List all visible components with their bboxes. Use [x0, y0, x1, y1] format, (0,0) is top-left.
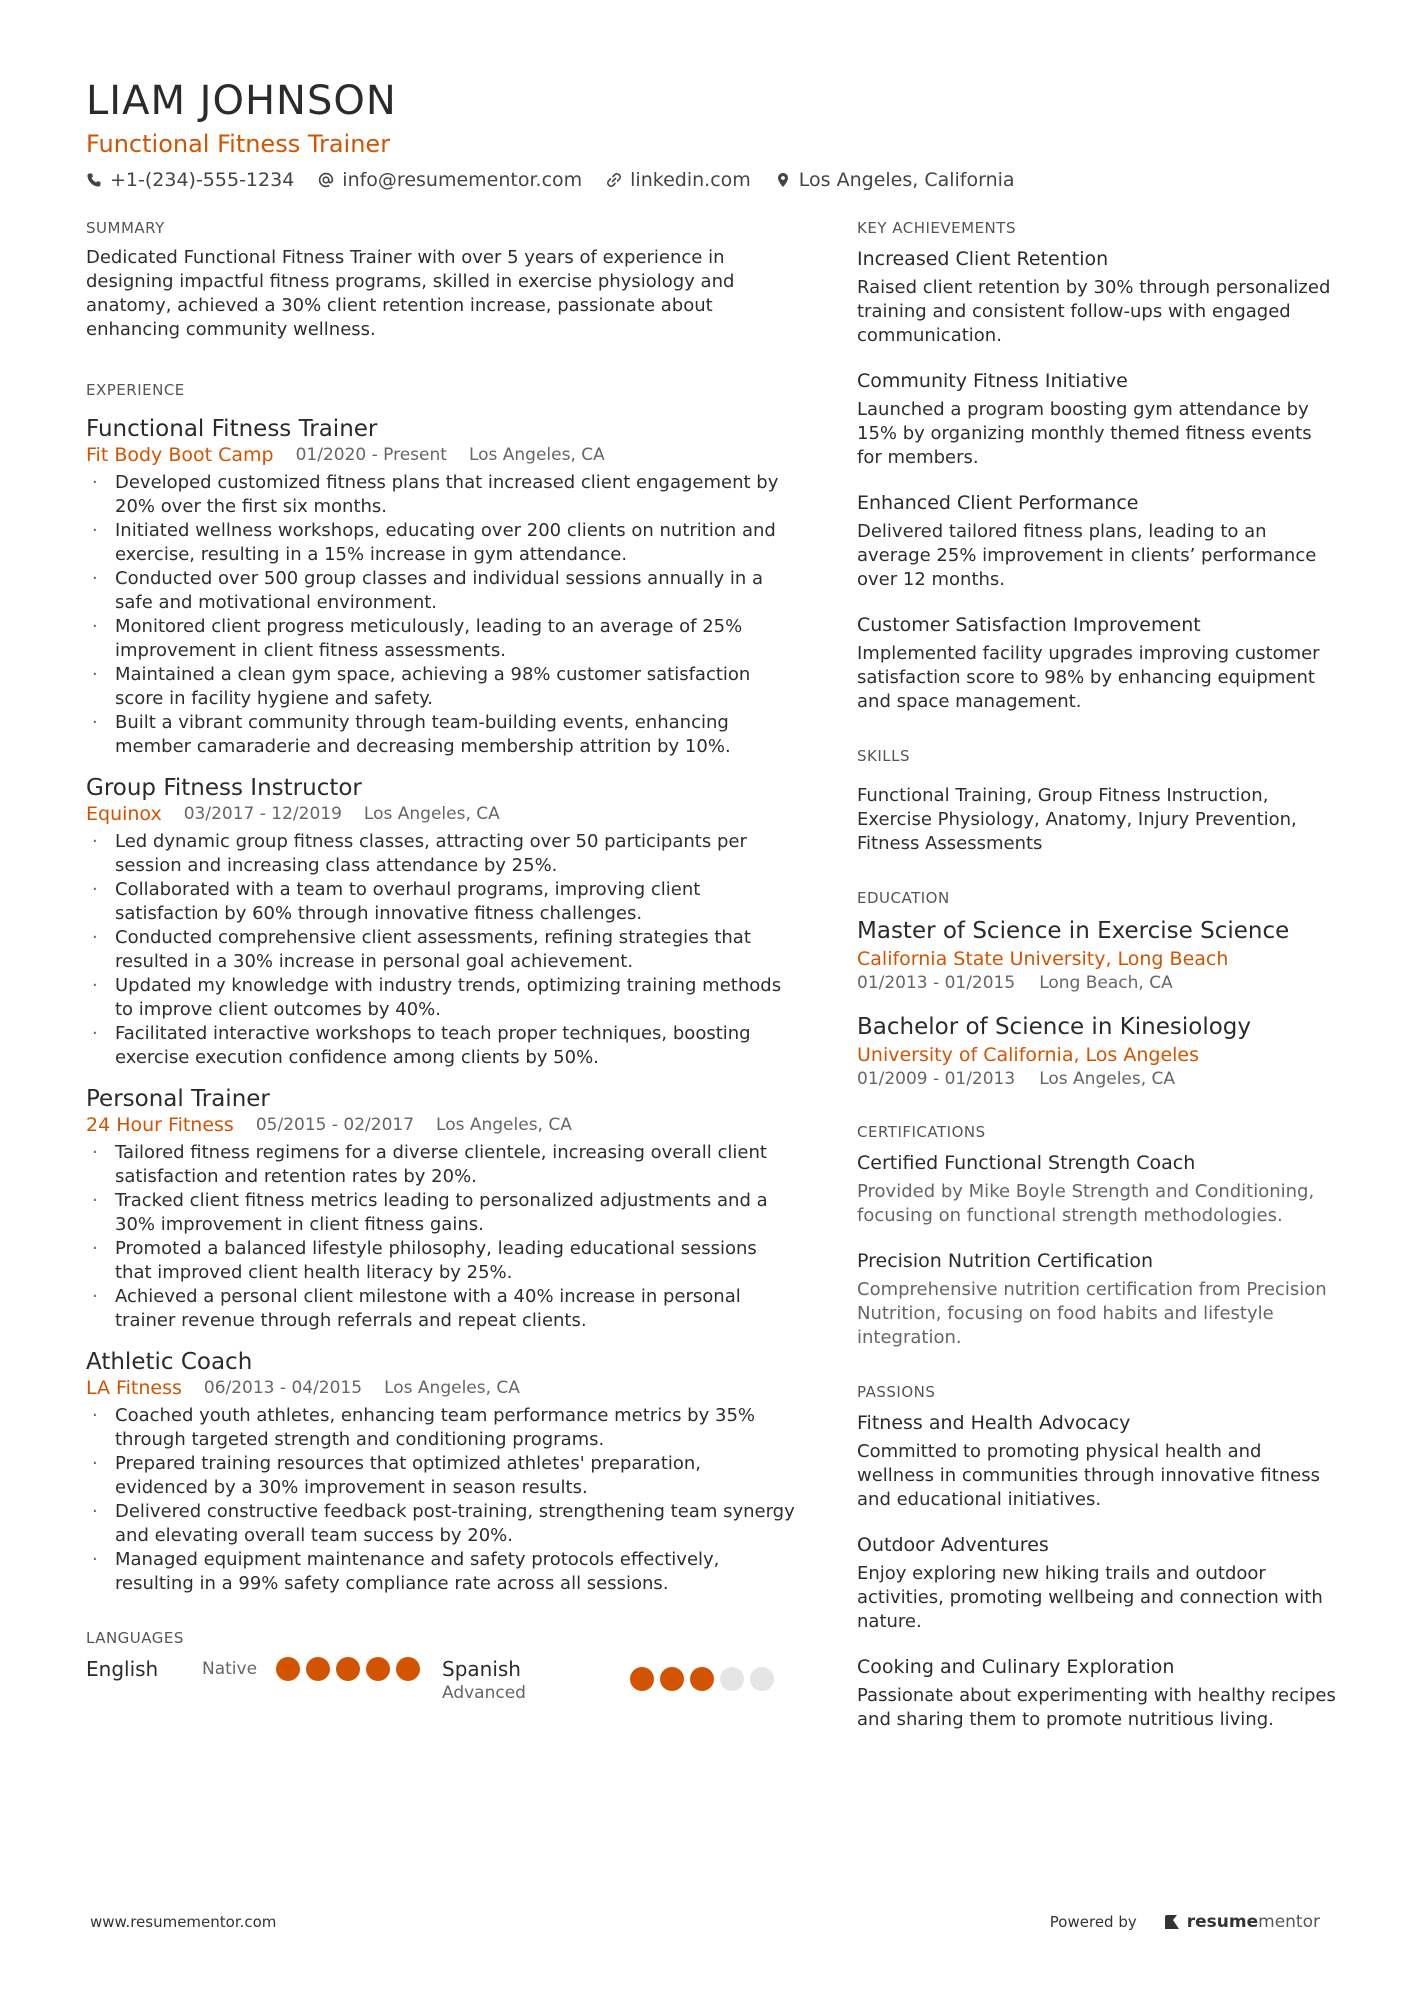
school-name: California State University, Long Beach — [857, 948, 1229, 970]
languages-section — [86, 1628, 798, 1704]
rating-dot-filled — [336, 1657, 360, 1681]
job-bullet: · Promoted a balanced lifestyle philosophy, leading educational sessions that improved client health literacy by 25%. — [86, 1237, 798, 1285]
summary-heading: SUMMARY — [86, 219, 165, 237]
link-icon — [606, 172, 622, 188]
summary-text: Dedicated Functional Fitness Trainer with over 5 years of experience in designing impactful fitness programs, skilled in exercise physiology and anatomy, achieved a 30% client retention increase, passionate about enhancing community wellness. — [86, 247, 735, 340]
education-entry — [857, 1012, 1337, 1090]
rating-dot-empty — [750, 1667, 774, 1691]
achievement-text: Implemented facility upgrades improving customer satisfaction score to 98% by enhancing equipment and space management. — [857, 643, 1320, 712]
certification-item — [857, 1248, 1337, 1350]
job-bullets — [86, 471, 798, 759]
company-name: 24 Hour Fitness — [86, 1114, 234, 1136]
job-dates: 05/2015 - 02/2017 — [255, 1115, 415, 1135]
rating-dot-filled — [366, 1657, 390, 1681]
achievement-item — [857, 246, 1337, 348]
passion-title: Cooking and Culinary Exploration — [857, 1656, 1175, 1678]
achievement-title: Customer Satisfaction Improvement — [857, 614, 1201, 636]
achievement-title: Increased Client Retention — [857, 248, 1109, 270]
achievement-text: Raised client retention by 30% through personalized training and consistent follow-ups with engaged communication. — [857, 277, 1331, 346]
resume-header — [86, 75, 1326, 193]
education-section — [857, 888, 1337, 1090]
certification-item — [857, 1150, 1337, 1228]
email-text: info@resumementor.com — [342, 169, 583, 191]
job-bullet: · Led dynamic group fitness classes, attracting over 50 participants per session and increasing class attendance by 25%. — [86, 830, 798, 878]
passions-section — [857, 1382, 1337, 1732]
language-name-block — [442, 1656, 630, 1704]
job-meta — [86, 1114, 798, 1137]
degree-title: Bachelor of Science in Kinesiology — [857, 1014, 1252, 1040]
job-location: Los Angeles, CA — [363, 804, 500, 824]
language-spanish — [442, 1656, 798, 1704]
education-meta — [857, 972, 1337, 994]
footer-url-link[interactable]: www.resumementor.com — [90, 1913, 277, 1931]
job-bullets — [86, 1141, 798, 1333]
education-heading: EDUCATION — [857, 889, 950, 907]
job-bullet: · Developed customized fitness plans that increased client engagement by 20% over the first six months. — [86, 471, 798, 519]
experience-heading: EXPERIENCE — [86, 381, 185, 399]
job-meta — [86, 444, 798, 467]
candidate-name: LIAM JOHNSON — [86, 78, 397, 124]
achievements-section — [857, 218, 1337, 714]
passion-text: Passionate about experimenting with healthy recipes and sharing them to promote nutritious living. — [857, 1685, 1336, 1730]
rating-dot-filled — [276, 1657, 300, 1681]
passion-text: Enjoy exploring new hiking trails and outdoor activities, promoting wellbeing and connection with nature. — [857, 1563, 1323, 1632]
job-bullet: · Monitored client progress meticulously, leading to an average of 25% improvement in client fitness assessments. — [86, 615, 798, 663]
language-level: Advanced — [442, 1683, 526, 1703]
rating-dot-empty — [720, 1667, 744, 1691]
passion-title: Fitness and Health Advocacy — [857, 1412, 1131, 1434]
passion-text: Committed to promoting physical health and wellness in communities through innovative fitness and educational initiatives. — [857, 1441, 1321, 1510]
achievements-heading: KEY ACHIEVEMENTS — [857, 219, 1016, 237]
experience-entry — [86, 414, 798, 759]
resumementor-logo-icon — [1163, 1913, 1181, 1931]
education-location: Long Beach, CA — [1039, 973, 1173, 993]
language-english — [86, 1656, 442, 1682]
certifications-heading: CERTIFICATIONS — [857, 1123, 986, 1141]
job-bullet: · Collaborated with a team to overhaul programs, improving client satisfaction by 60% through innovative fitness challenges. — [86, 878, 798, 926]
experience-entry — [86, 773, 798, 1070]
skills-text: Functional Training, Group Fitness Instruction, Exercise Physiology, Anatomy, Injury Prevention, Fitness Assessments — [857, 785, 1297, 854]
language-name: Spanish — [442, 1657, 521, 1681]
achievement-text: Launched a program boosting gym attendance by 15% by organizing monthly themed fitness events for members. — [857, 399, 1312, 468]
experience-entry — [86, 1347, 798, 1596]
company-name: Fit Body Boot Camp — [86, 444, 274, 466]
job-bullet: · Managed equipment maintenance and safety protocols effectively, resulting in a 99% safety compliance rate across all sessions. — [86, 1548, 798, 1596]
education-dates: 01/2013 - 01/2015 — [857, 973, 1016, 993]
education-dates: 01/2009 - 01/2013 — [857, 1069, 1016, 1089]
achievement-title: Enhanced Client Performance — [857, 492, 1139, 514]
achievement-text: Delivered tailored fitness plans, leading to an average 25% improvement in clients’ performance over 12 months. — [857, 521, 1317, 590]
job-location: Los Angeles, CA — [384, 1378, 520, 1398]
experience-entry — [86, 1084, 798, 1333]
summary-section — [86, 218, 798, 342]
job-dates: 06/2013 - 04/2015 — [203, 1378, 363, 1398]
contact-bar — [86, 167, 1326, 193]
achievement-item — [857, 490, 1337, 592]
achievement-title: Community Fitness Initiative — [857, 370, 1128, 392]
rating-dot-filled — [396, 1657, 420, 1681]
passion-item — [857, 1654, 1337, 1732]
passion-item — [857, 1532, 1337, 1634]
right-column — [857, 218, 1337, 1764]
job-title: Athletic Coach — [86, 1349, 253, 1375]
rating-dot-filled — [660, 1667, 684, 1691]
skills-section — [857, 746, 1337, 856]
job-bullets — [86, 1404, 798, 1596]
language-rating — [630, 1667, 774, 1691]
languages-row — [86, 1656, 798, 1704]
job-bullet: · Conducted over 500 group classes and individual sessions annually in a safe and motivational environment. — [86, 567, 798, 615]
achievement-item — [857, 368, 1337, 470]
powered-by — [1050, 1912, 1320, 1932]
linkedin-text: linkedin.com — [630, 169, 751, 191]
education-entry — [857, 916, 1337, 994]
passions-heading: PASSIONS — [857, 1383, 936, 1401]
passion-title: Outdoor Adventures — [857, 1534, 1049, 1556]
job-bullet: · Initiated wellness workshops, educating over 200 clients on nutrition and exercise, resulting in a 15% increase in gym attendance. — [86, 519, 798, 567]
language-rating — [276, 1657, 420, 1681]
job-title: Group Fitness Instructor — [86, 775, 362, 801]
job-location: Los Angeles, CA — [436, 1115, 572, 1135]
job-bullet: · Delivered constructive feedback post-training, strengthening team synergy and elevating overall team success by 20%. — [86, 1500, 798, 1548]
education-location: Los Angeles, CA — [1039, 1069, 1176, 1089]
job-bullet: · Facilitated interactive workshops to teach proper techniques, boosting exercise execution confidence among clients by 50%. — [86, 1022, 798, 1070]
job-bullet: · Tailored fitness regimens for a diverse clientele, increasing overall client satisfaction and retention rates by 20%. — [86, 1141, 798, 1189]
experience-section — [86, 380, 798, 1596]
job-title: Personal Trainer — [86, 1086, 270, 1112]
job-bullet: · Achieved a personal client milestone with a 40% increase in personal trainer revenue through referrals and repeat clients. — [86, 1285, 798, 1333]
job-title: Functional Fitness Trainer — [86, 416, 378, 442]
certification-text: Provided by Mike Boyle Strength and Conditioning, focusing on functional strength methodologies. — [857, 1181, 1315, 1226]
education-meta — [857, 1068, 1337, 1090]
skills-heading: SKILLS — [857, 747, 911, 765]
location-text: Los Angeles, California — [798, 169, 1015, 191]
job-bullet: · Built a vibrant community through team-building events, enhancing member camaraderie and decreasing membership attrition by 10%. — [86, 711, 798, 759]
job-bullet: · Updated my knowledge with industry trends, optimizing training methods to improve client outcomes by 40%. — [86, 974, 798, 1022]
job-bullet: · Conducted comprehensive client assessments, refining strategies that resulted in a 30% increase in personal goal achievement. — [86, 926, 798, 974]
contact-linkedin[interactable] — [606, 167, 751, 193]
certifications-section — [857, 1122, 1337, 1350]
certification-text: Comprehensive nutrition certification from Precision Nutrition, focusing on food habits and lifestyle integration. — [857, 1279, 1327, 1348]
contact-location — [775, 167, 1015, 193]
candidate-title: Functional Fitness Trainer — [86, 130, 391, 158]
contact-phone — [86, 167, 294, 193]
job-bullet: · Tracked client fitness metrics leading to personalized adjustments and a 30% improvement in client fitness gains. — [86, 1189, 798, 1237]
page-footer — [90, 1912, 1320, 1932]
job-location: Los Angeles, CA — [468, 445, 605, 465]
rating-dot-filled — [306, 1657, 330, 1681]
passion-item — [857, 1410, 1337, 1512]
certification-title: Certified Functional Strength Coach — [857, 1152, 1196, 1174]
languages-heading: LANGUAGES — [86, 1629, 184, 1647]
powered-by-label: Powered by — [1049, 1913, 1137, 1931]
job-meta — [86, 1377, 798, 1400]
job-meta — [86, 803, 798, 826]
contact-email[interactable] — [318, 167, 582, 193]
rating-dot-filled — [630, 1667, 654, 1691]
achievement-item — [857, 612, 1337, 714]
left-column — [86, 218, 798, 1704]
job-bullet: · Coached youth athletes, enhancing team performance metrics by 35% through targeted strength and conditioning programs. — [86, 1404, 798, 1452]
at-icon — [318, 172, 334, 188]
language-name: English — [86, 1657, 159, 1681]
job-bullet: · Maintained a clean gym space, achieving a 98% customer satisfaction score in facility hygiene and safety. — [86, 663, 798, 711]
phone-icon — [86, 172, 102, 188]
job-dates: 01/2020 - Present — [295, 445, 447, 465]
location-pin-icon — [775, 172, 791, 188]
school-name: University of California, Los Angeles — [857, 1044, 1200, 1066]
degree-title: Master of Science in Exercise Science — [857, 918, 1290, 944]
job-dates: 03/2017 - 12/2019 — [183, 804, 342, 824]
brand-logo[interactable] — [1163, 1912, 1320, 1932]
job-bullets — [86, 830, 798, 1070]
rating-dot-filled — [690, 1667, 714, 1691]
company-name: Equinox — [86, 803, 162, 825]
certification-title: Precision Nutrition Certification — [857, 1250, 1153, 1272]
company-name: LA Fitness — [86, 1377, 182, 1399]
brand-bold: resume — [1186, 1912, 1259, 1932]
brand-light: mentor — [1258, 1912, 1320, 1932]
language-level: Native — [202, 1659, 258, 1679]
job-bullet: · Prepared training resources that optimized athletes' preparation, evidenced by a 30% improvement in season results. — [86, 1452, 798, 1500]
phone-text: +1-(234)-555-1234 — [110, 169, 295, 191]
